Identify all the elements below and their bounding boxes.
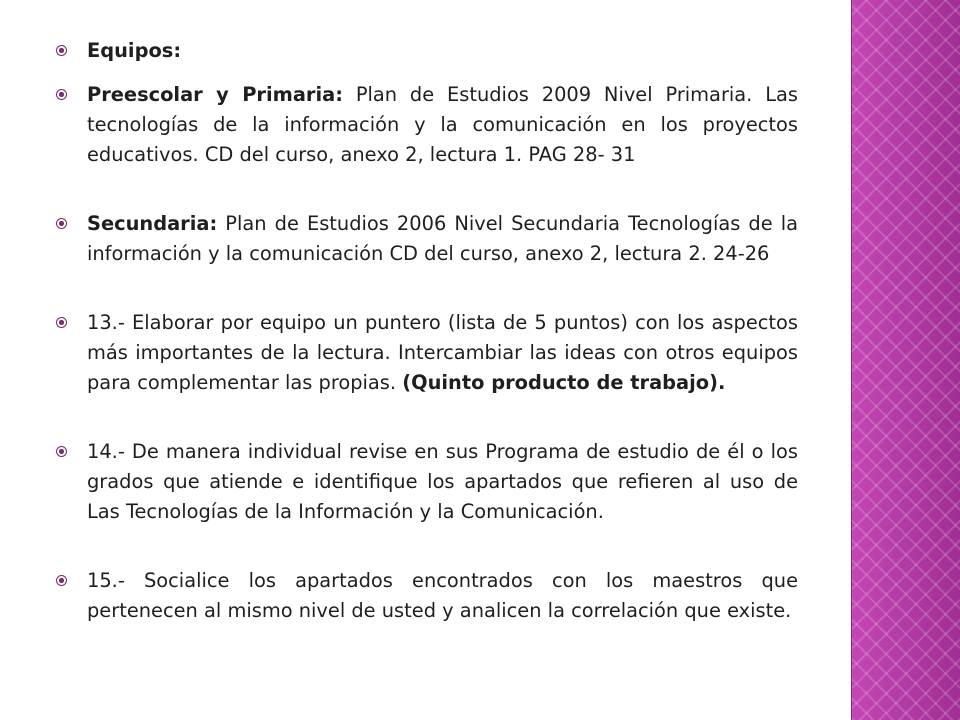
list-item-equipos [56, 36, 798, 66]
item-text: 13.- Elaborar por equipo un puntero (lista de 5 puntos) con los aspectos más importantes de la lectura. Intercambiar las ideas con otros equipos para complementar las propias. [87, 311, 798, 394]
bullet-icon [56, 575, 67, 586]
item-heading: Preescolar y Primaria: [87, 83, 343, 106]
item-text: Plan de Estudios 2006 Nivel Secundaria Tecnologías de la información y la comunicación CD del curso, anexo 2, lectura 2. 24-26 [87, 212, 798, 265]
list-item-14 [56, 437, 798, 527]
slide-content [56, 36, 798, 626]
item-text: 14.- De manera individual revise en sus Programa de estudio de él o los grados que atiende e identifique los apartados que refieren al uso de Las Tecnologías de la Información y la Comunicación. [87, 440, 798, 523]
bullet-icon [56, 317, 67, 328]
item-text: 15.- Socialice los apartados encontrados con los maestros que pertenecen al mismo nivel de usted y analicen la correlación que existe. [87, 569, 798, 622]
item-bold-tail: (Quinto producto de trabajo). [402, 371, 726, 394]
list-item-13 [56, 308, 798, 398]
bullet-icon [56, 446, 67, 457]
bullet-icon [56, 218, 67, 229]
item-text: Plan de Estudios 2009 Nivel Primaria. Las tecnologías de la información y la comunicación en los proyectos educativos. CD del curso, anexo 2, lectura 1. PAG 28- 31 [87, 83, 798, 166]
decorative-side-panel [851, 0, 960, 720]
bullet-icon [56, 45, 67, 56]
list-item-secundaria [56, 209, 798, 269]
item-heading: Equipos: [87, 39, 182, 62]
item-heading: Secundaria: [87, 212, 218, 235]
bullet-icon [56, 89, 67, 100]
list-item-preescolar-primaria [56, 80, 798, 170]
list-item-15 [56, 566, 798, 626]
